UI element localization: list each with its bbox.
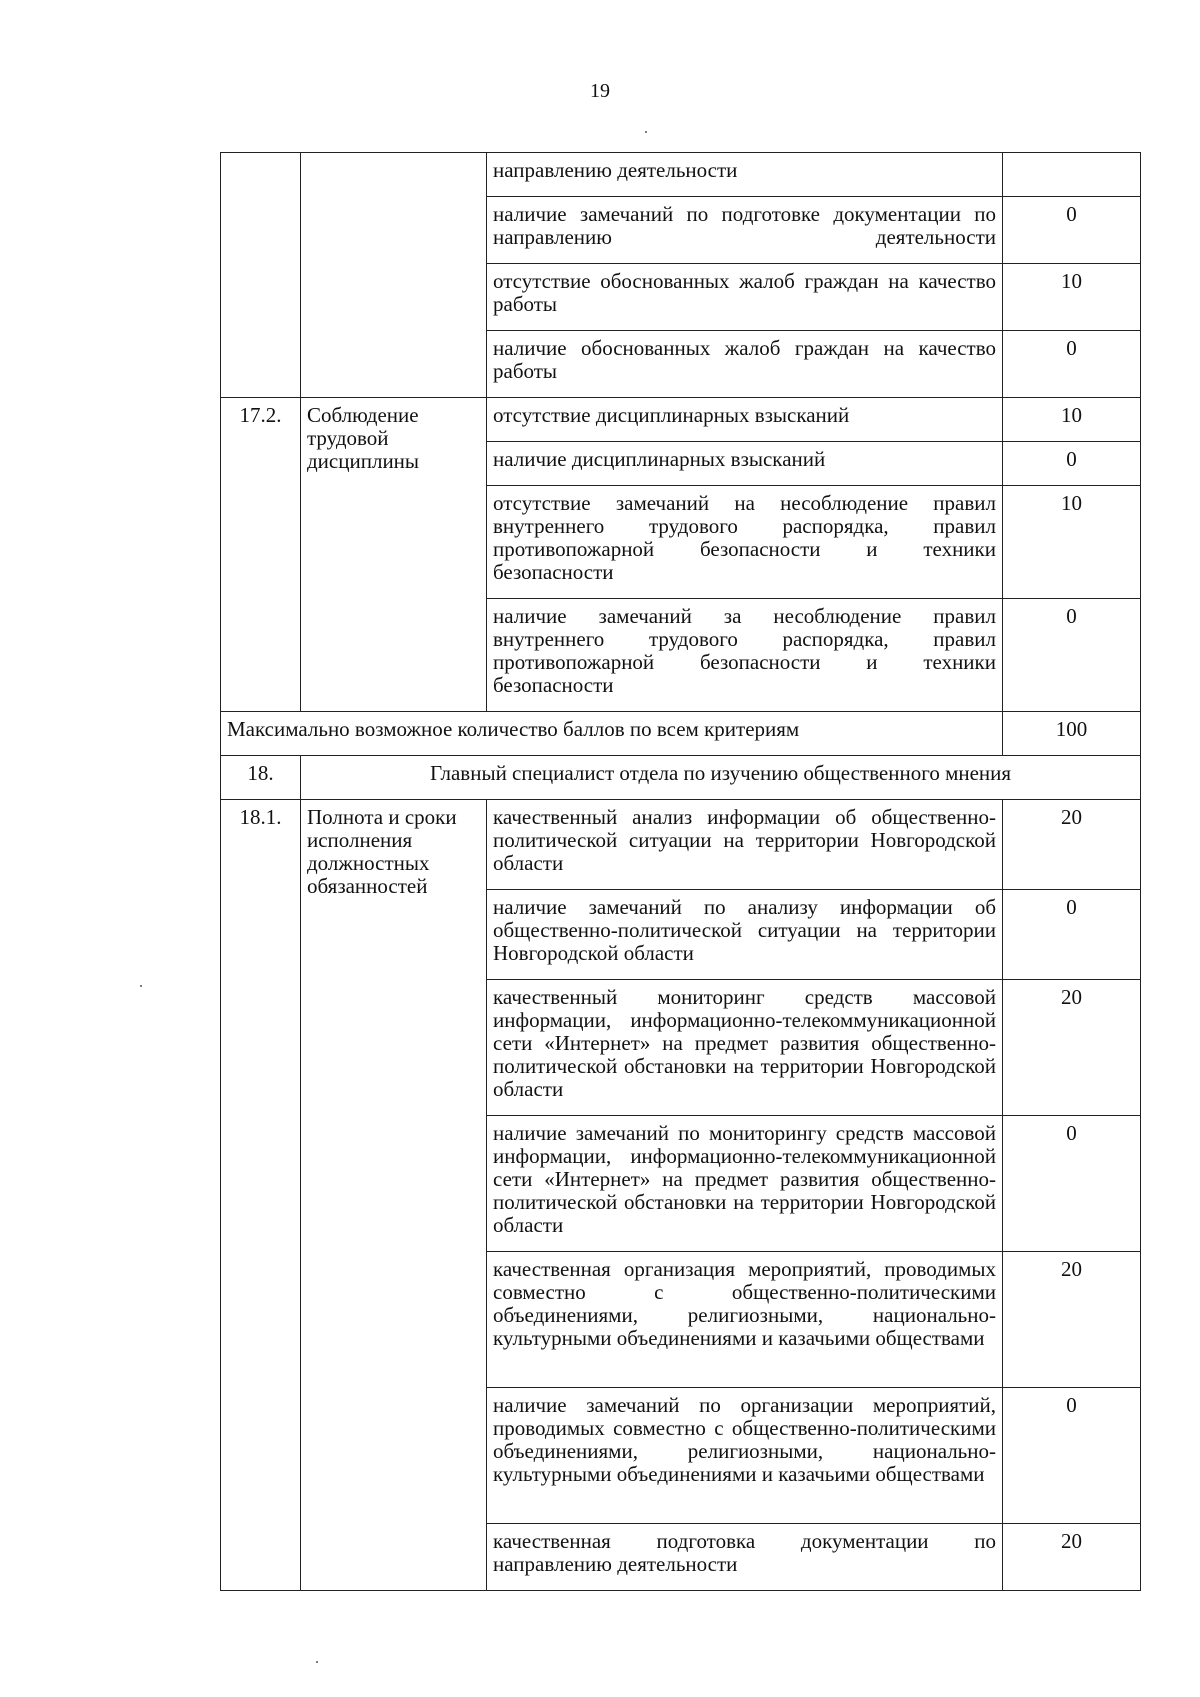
total-score: 100: [1003, 712, 1141, 756]
scan-speck: [140, 985, 142, 987]
score-cell: 10: [1003, 398, 1141, 442]
score-cell: 10: [1003, 264, 1141, 331]
criterion-cell: наличие замечаний по анализу информации об общественно-политической ситуации на территории Новгородской области: [487, 890, 1003, 980]
score-cell: 0: [1003, 197, 1141, 264]
item-number-cell: 17.2.: [221, 398, 301, 712]
item-number-cell: [221, 153, 301, 398]
item-name-cell: [301, 153, 487, 398]
criterion-cell: качественный анализ информации об общественно-политической ситуации на территории Новгородской области: [487, 800, 1003, 890]
criterion-cell: наличие замечаний по мониторингу средств массовой информации, информационно-телекоммуникационной сети «Интернет» на предмет развития общественно-политической обстановки на территории Новгородской области: [487, 1116, 1003, 1252]
table-row: [221, 800, 1141, 890]
criterion-cell: наличие дисциплинарных взысканий: [487, 442, 1003, 486]
score-cell: 0: [1003, 890, 1141, 980]
score-cell: 20: [1003, 800, 1141, 890]
score-cell: 20: [1003, 1252, 1141, 1388]
total-label: Максимально возможное количество баллов по всем критериям: [221, 712, 1003, 756]
scan-speck: [645, 131, 647, 133]
table-row: [221, 153, 1141, 197]
scan-speck: [316, 1661, 318, 1663]
score-cell: 20: [1003, 980, 1141, 1116]
criterion-cell: наличие замечаний по подготовке документации по направлению деятельности: [487, 197, 1003, 264]
item-name-cell: Полнота и сроки исполнения должностных обязанностей: [301, 800, 487, 1591]
section-title: Главный специалист отдела по изучению общественного мнения: [301, 756, 1141, 800]
criterion-cell: отсутствие обоснованных жалоб граждан на качество работы: [487, 264, 1003, 331]
table-row: [221, 398, 1141, 442]
criterion-cell: качественная организация мероприятий, проводимых совместно с общественно-политическими объединениями, религиозными, национально-культурными объединениями и казачьими обществами: [487, 1252, 1003, 1388]
section-row: [221, 756, 1141, 800]
score-cell: 0: [1003, 331, 1141, 398]
section-number: 18.: [221, 756, 301, 800]
score-cell: 10: [1003, 486, 1141, 599]
page-number: 19: [590, 80, 610, 102]
score-cell: 0: [1003, 442, 1141, 486]
score-cell: [1003, 153, 1141, 197]
criterion-cell: наличие обоснованных жалоб граждан на качество работы: [487, 331, 1003, 398]
score-cell: 0: [1003, 599, 1141, 712]
score-cell: 20: [1003, 1524, 1141, 1591]
score-cell: 0: [1003, 1388, 1141, 1524]
score-cell: 0: [1003, 1116, 1141, 1252]
criterion-cell: направлению деятельности: [487, 153, 1003, 197]
criterion-cell: отсутствие замечаний на несоблюдение правил внутреннего трудового распорядка, правил противопожарной безопасности и техники безопасности: [487, 486, 1003, 599]
criteria-table: [220, 152, 1141, 1591]
criterion-cell: наличие замечаний по организации мероприятий, проводимых совместно с общественно-политическими объединениями, религиозными, национально-культурными объединениями и казачьими обществами: [487, 1388, 1003, 1524]
criterion-cell: отсутствие дисциплинарных взысканий: [487, 398, 1003, 442]
criterion-cell: качественная подготовка документации по направлению деятельности: [487, 1524, 1003, 1591]
item-name-cell: Соблюдение трудовой дисциплины: [301, 398, 487, 712]
criterion-cell: наличие замечаний за несоблюдение правил внутреннего трудового распорядка, правил противопожарной безопасности и техники безопасности: [487, 599, 1003, 712]
total-row: [221, 712, 1141, 756]
item-number-cell: 18.1.: [221, 800, 301, 1591]
criterion-cell: качественный мониторинг средств массовой информации, информационно-телекоммуникационной сети «Интернет» на предмет развития общественно-политической обстановки на территории Новгородской области: [487, 980, 1003, 1116]
